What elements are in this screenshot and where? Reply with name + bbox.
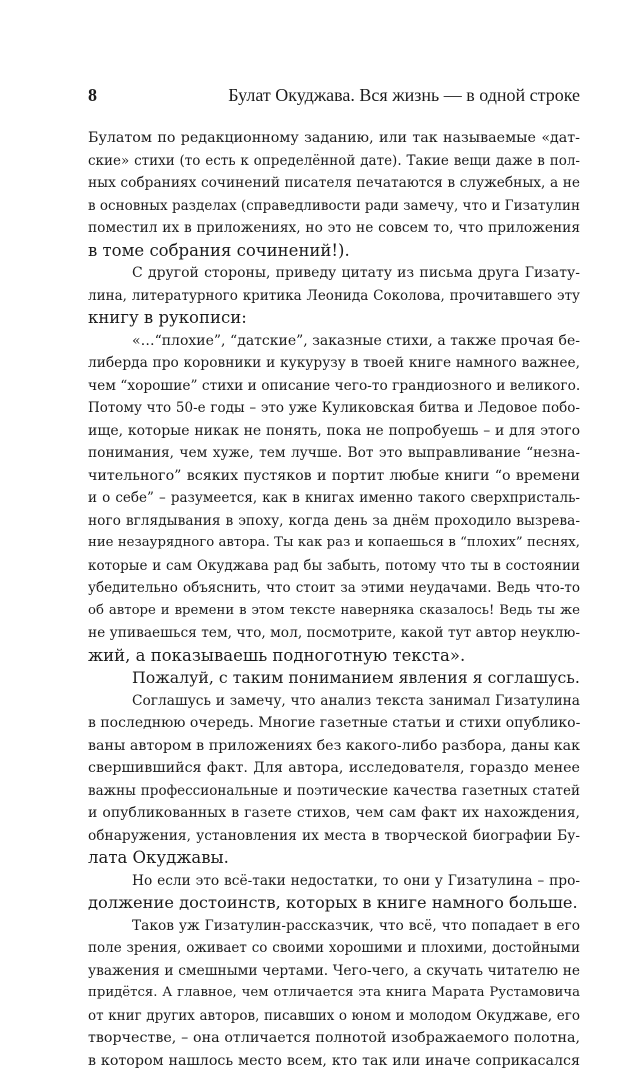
- text-line: не упиваешься тем, что, мол, посмотрите, какой тут автор неуклю-: [88, 622, 580, 645]
- text-line: от книг других авторов, писавших о юном и молодом Окуджаве, его: [88, 1005, 580, 1028]
- text-line: ище, которые никак не понять, пока не попробуешь – и для этого: [88, 420, 580, 443]
- text-line: Таков уж Гизатулин-рассказчик, что всё, что попадает в его: [88, 915, 580, 938]
- text-line: Потому что 50-е годы – это уже Куликовская битва и Ледовое побо-: [88, 397, 580, 420]
- text-line: в последнюю очередь. Многие газетные статьи и стихи опублико-: [88, 712, 580, 735]
- text-line: в основных разделах (справедливости ради замечу, что и Гизатулин: [88, 195, 580, 218]
- text-line: ские» стихи (то есть к определённой дате). Такие вещи даже в пол-: [88, 150, 580, 173]
- text-line: Соглашусь и замечу, что анализ текста занимал Гизатулина: [88, 690, 580, 713]
- text-line: должение достоинств, которых в книге намного больше.: [88, 892, 580, 915]
- text-line: уважения и смешными чертами. Чего-чего, а скучать читателю не: [88, 960, 580, 983]
- text-line: важны профессиональные и поэтические качества газетных статей: [88, 780, 580, 803]
- text-line: поместил их в приложениях, но это не совсем то, что приложения: [88, 217, 580, 240]
- text-line: жий, а показываешь подноготную текста».: [88, 645, 580, 668]
- text-line: «…“плохие”, “датские”, заказные стихи, а также прочая бе-: [88, 330, 580, 353]
- text-line: книгу в рукописи:: [88, 307, 580, 330]
- text-line: понимания, чем хуже, тем лучше. Вот это выправливание “незна-: [88, 442, 580, 465]
- text-line: поле зрения, оживает со своими хорошими и плохими, достойными: [88, 937, 580, 960]
- text-line: С другой стороны, приведу цитату из письма друга Гизату-: [88, 262, 580, 285]
- text-line: в томе собрания сочинений!).: [88, 240, 580, 263]
- page-header: [88, 81, 580, 109]
- page-number: 8: [88, 81, 97, 109]
- text-line: убедительно объяснить, что стоит за этими неудачами. Ведь что-то: [88, 577, 580, 600]
- text-line: обнаружения, установления их места в творческой биографии Бу-: [88, 825, 580, 848]
- text-line: ного вглядывания в эпоху, когда день за днём проходило вызрева-: [88, 510, 580, 533]
- text-line: Булатом по редакционному заданию, или так называемые «дат-: [88, 127, 580, 150]
- text-line: ваны автором в приложениях без какого-либо разбора, даны как: [88, 735, 580, 758]
- text-line: либерда про коровники и кукурузу в твоей книге намного важнее,: [88, 352, 580, 375]
- body-text: [88, 127, 580, 1072]
- text-line: лина, литературного критика Леонида Соколова, прочитавшего эту: [88, 285, 580, 308]
- text-line: творчестве, – она отличается полнотой изображаемого полотна,: [88, 1027, 580, 1050]
- text-line: и опубликованных в газете стихов, чем сам факт их нахождения,: [88, 802, 580, 825]
- text-line: чительного” всяких пустяков и портит любые книги “о времени: [88, 465, 580, 488]
- text-line: которые и сам Окуджава рад бы забыть, потому что ты в состоянии: [88, 555, 580, 578]
- text-line: об авторе и времени в этом тексте наверняка сказалось! Ведь ты же: [88, 600, 580, 623]
- text-line: чем “хорошие” стихи и описание чего-то грандиозного и великого.: [88, 375, 580, 398]
- text-line: лата Окуджавы.: [88, 847, 580, 870]
- text-line: придётся. А главное, чем отличается эта книга Марата Рустамовича: [88, 982, 580, 1005]
- text-line: Пожалуй, с таким пониманием явления я соглашусь.: [88, 667, 580, 690]
- running-title: Булат Окуджава. Вся жизнь — в одной строке: [228, 81, 580, 109]
- text-line: и о себе” – разумеется, как в книгах именно такого сверхпристаль-: [88, 487, 580, 510]
- text-line: ние незаурядного автора. Ты как раз и копаешься в “плохих” песнях,: [88, 532, 580, 555]
- text-line: Но если это всё-таки недостатки, то они у Гизатулина – про-: [88, 870, 580, 893]
- text-line: ных собраниях сочинений писателя печатаются в служебных, а не: [88, 172, 580, 195]
- text-line: в котором нашлось место всем, кто так или иначе соприкасался: [88, 1050, 580, 1072]
- text-line: свершившийся факт. Для автора, исследователя, гораздо менее: [88, 757, 580, 780]
